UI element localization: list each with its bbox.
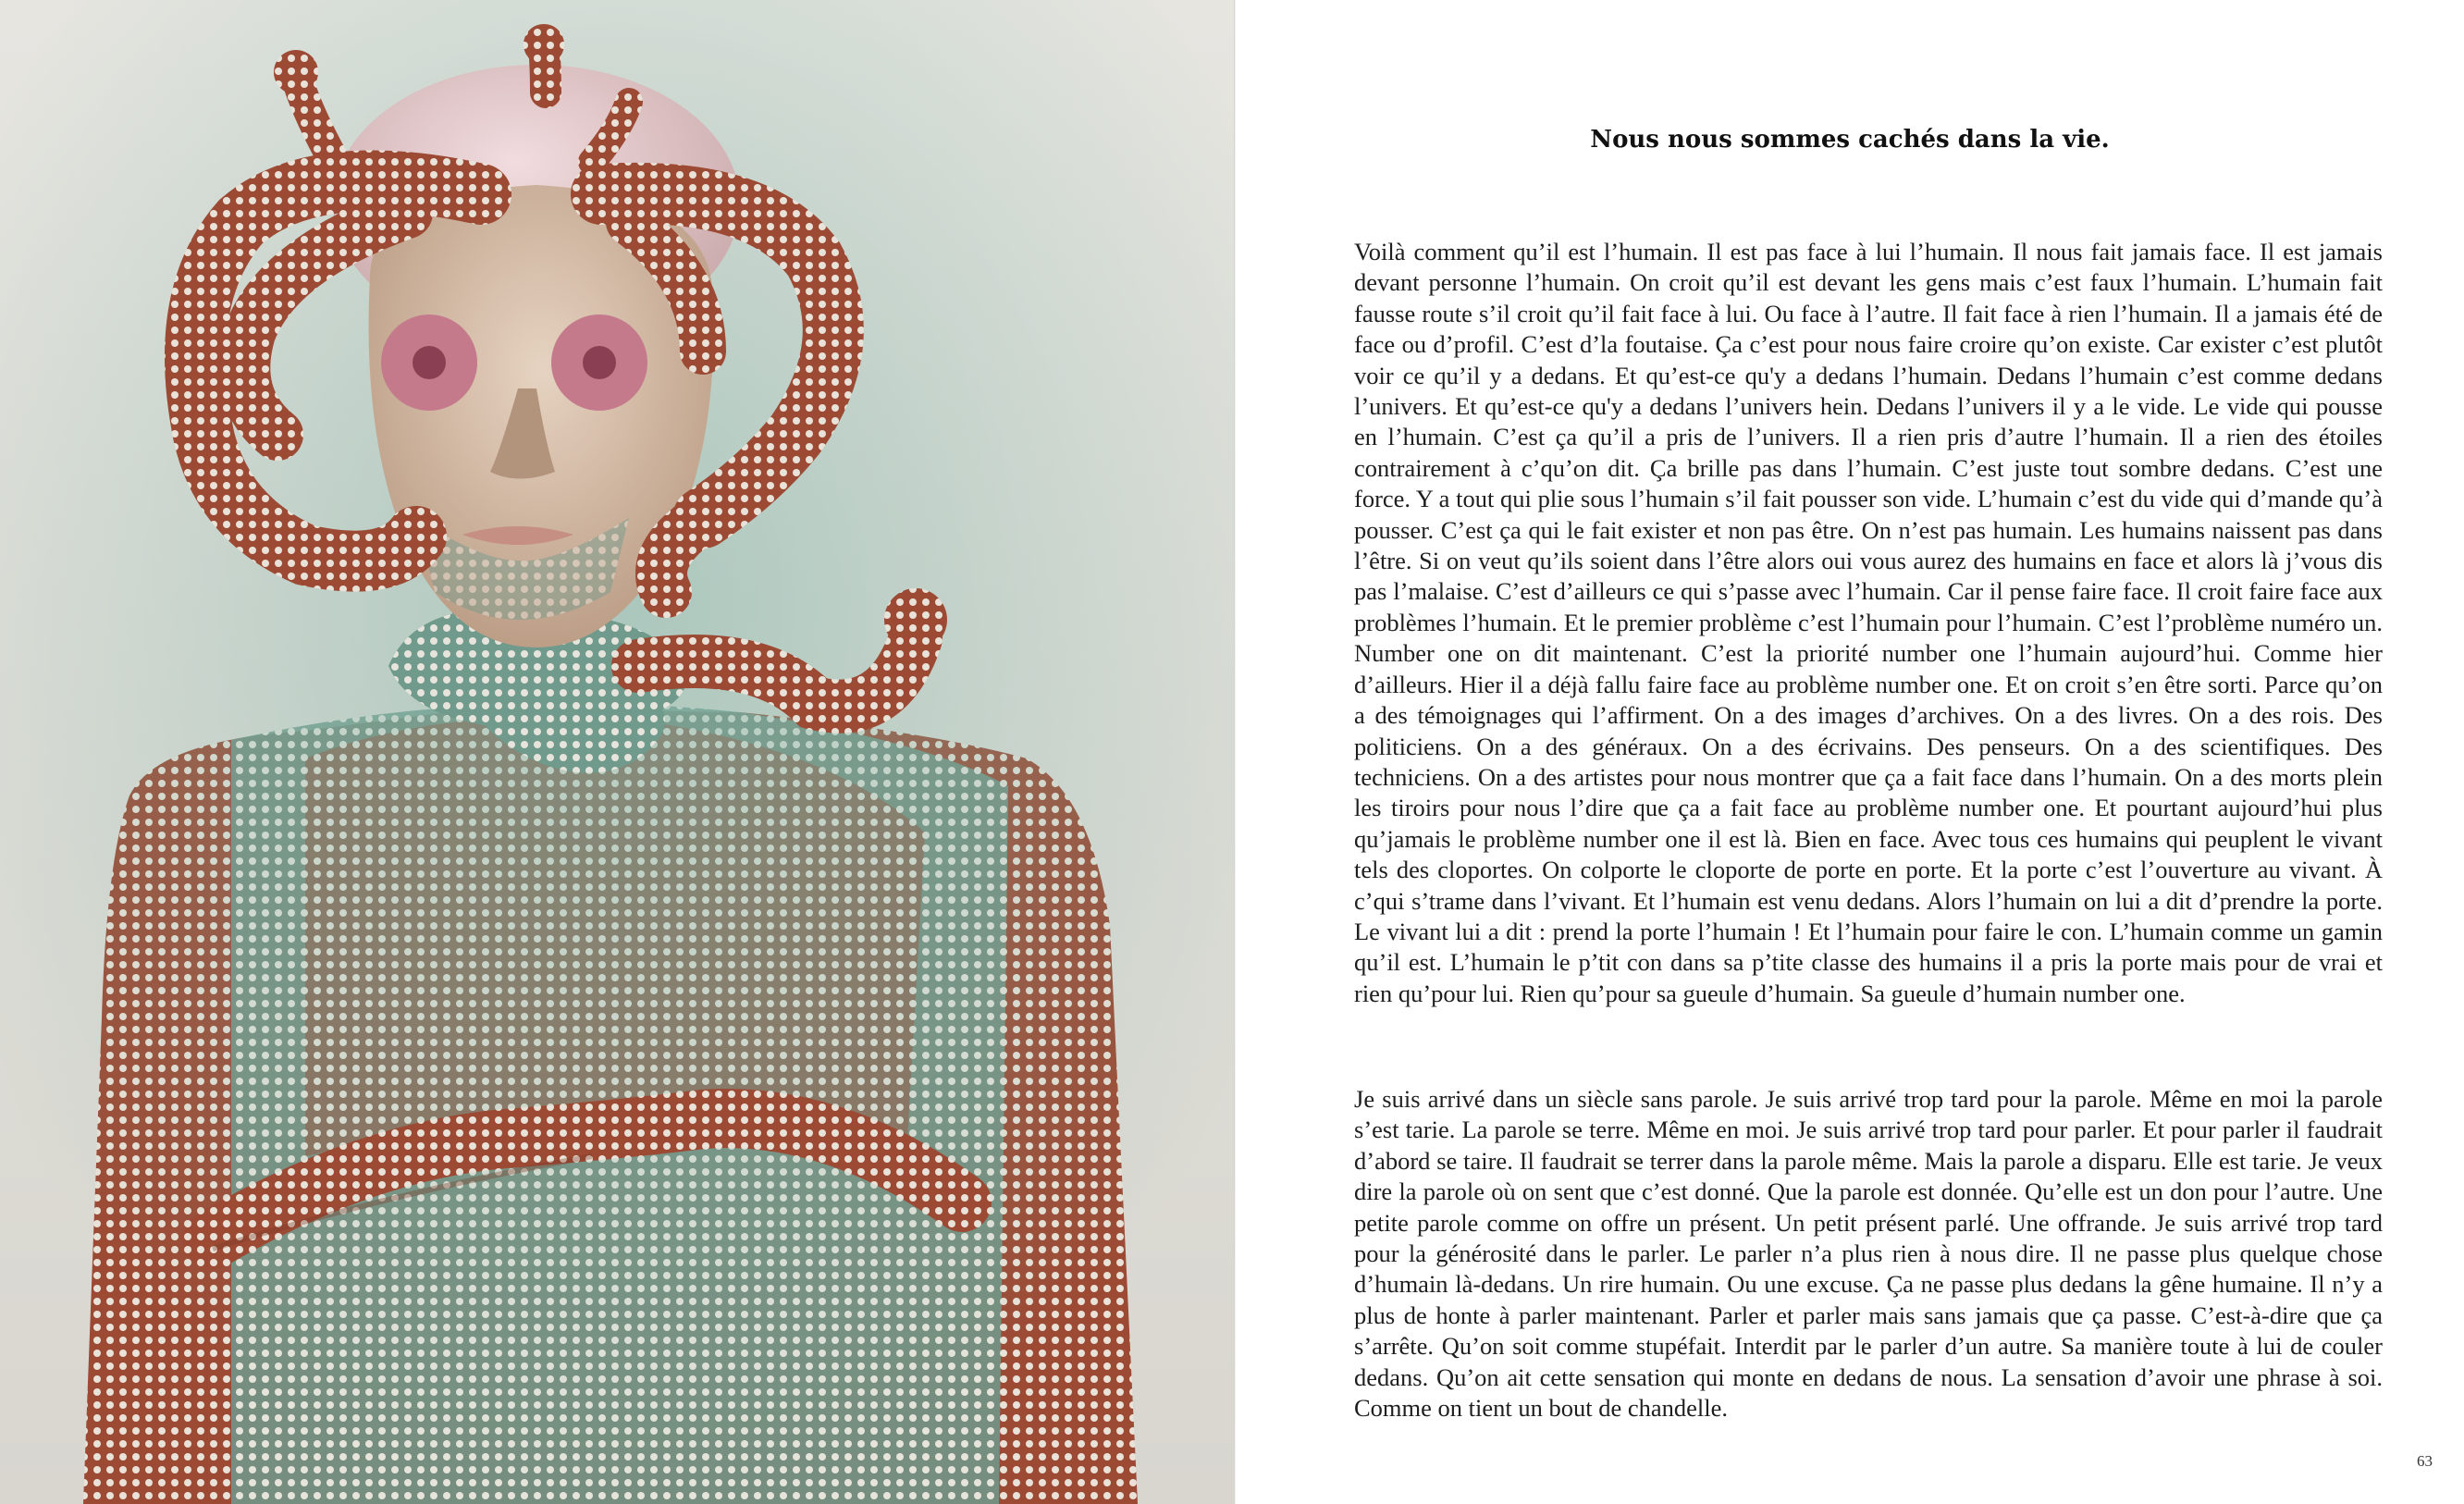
paragraph-1: Voilà comment qu’il est l’humain. Il est pas face à lui l’humain. Il nous fait jamais face. Il est jamais devant personne l’humain. On croit qu’il est devant les gens mais c’est faux l’humain. L’humain fait fausse route s’il croit qu’il fait face à lui. Ou face à l’autre. Il fait face à rien l’humain. Il a jamais été de face ou d’profil. C’est d’la foutaise. Ça c’est pour nous faire croire qu’on existe. Car exister c’est plutôt voir ce qu’il y a dedans. Et qu’est-ce qu'y a dedans l’humain. Dedans l’humain c’est comme dedans l’univers. Et qu’est-ce qu'y a dedans l’univers hein. Dedans l’univers il y a le vide. Le vide qui pousse en l’humain. C’est ça qu’il a pris de l’univers. Il a rien pris d’autre l’humain. Il a rien des étoiles contrairement à c’qu’on dit. Ça brille pas dans l’humain. C’est juste tout sombre dedans. C’est une force. Y a tout qui plie sous l’humain s’il fait pousser son vide. L’humain c’est du vide qui d’mande qu’à pousser. C’est ça qui le fait exister et non pas être. On n’est pas humain. Les humains naissent pas dans l’être. Si on veut qu’ils soient dans l’être alors oui vous aurez des humains en face et alors là j’vous dis pas l’malaise. C’est d’ailleurs ce qui s’passe avec l’humain. Car il pense faire face. Il croit faire face aux problèmes l’humain. Et le premier problème c’est l’humain pour l’humain. C’est l’problème numéro un. Number one on dit maintenant. C’est la priorité number one l’humain aujourd’hui. Comme hier d’ailleurs. Hier il a déjà fallu faire face au problème number one. Et on croit s’en être sorti. Parce qu’on a des témoignages qui l’affirment. On a des images d’archives. On a des livres. On a des rois. Des politiciens. On a des généraux. On a des écrivains. Des penseurs. On a des scientifiques. Des techniciens. On a des artistes pour nous montrer que ça a fait face dans l’humain. On a des morts plein les tiroirs pour nous l’dire que ça a fait face au problème number one. Et pourtant aujourd’hui plus qu’jamais le problème number one il est là. Bien en face. Avec tous ces humains qui peuplent le vivant tels des cloportes. On colporte le cloporte de porte en porte. Et la porte c’est l’ouverture au vivant. À c’qui s’trame dans l’vivant. Et l’humain est venu dedans. Alors l’humain on lui a dit d’prendre la porte. Le vivant lui a dit : prend la porte l’humain ! Et l’humain pour faire le con. L’humain comme un gamin qu’il est. L’humain le p’tit con dans sa p’tite classe des humains il a pris la porte mais pour de vrai et rien qu’pour lui. Rien qu’pour sa gueule d’humain. Sa gueule d’humain number one. xyxy=(1354,238,2383,1007)
page-heading: Nous nous sommes cachés dans la vie. xyxy=(1590,126,2110,154)
text-page xyxy=(1236,0,2464,1504)
paragraph-2: Je suis arrivé dans un siècle sans parole. Je suis arrivé trop tard pour la parole. Même en moi la parole s’est tarie. La parole se terre. Même en moi. Je suis arrivé trop tard pour parler. Et pour parler il faudrait d’abord se taire. Il faudrait se terrer dans la parole même. Mais la parole a disparu. Elle est tarie. Je veux dire la parole où on sent que c’est donné. Que la parole est donnée. Qu’elle est un don pour l’autre. Une petite parole comme on offre un présent. Un petit présent parlé. Une offrande. Je suis arrivé trop tard pour la générosité dans le parler. Le parler n’a plus rien à nous dire. Il ne passe plus quelque chose d’humain là-dedans. Un rire humain. Ou une excuse. Ça ne passe plus dedans la gêne humaine. Il n’y a plus de honte à parler maintenant. Parler et parler mais sans jamais que ça passe. C’est-à-dire que ça s’arrête. Qu’on soit comme stupéfait. Interdit par le parler d’un autre. Sa manière toute à lui de couler dedans. Qu’on ait cette sensation qui monte en dedans de nous. La sensation d’avoir une phrase à soi. Comme on tient un bout de chandelle. xyxy=(1354,1085,2383,1423)
page-number: 63 xyxy=(2417,1452,2433,1470)
